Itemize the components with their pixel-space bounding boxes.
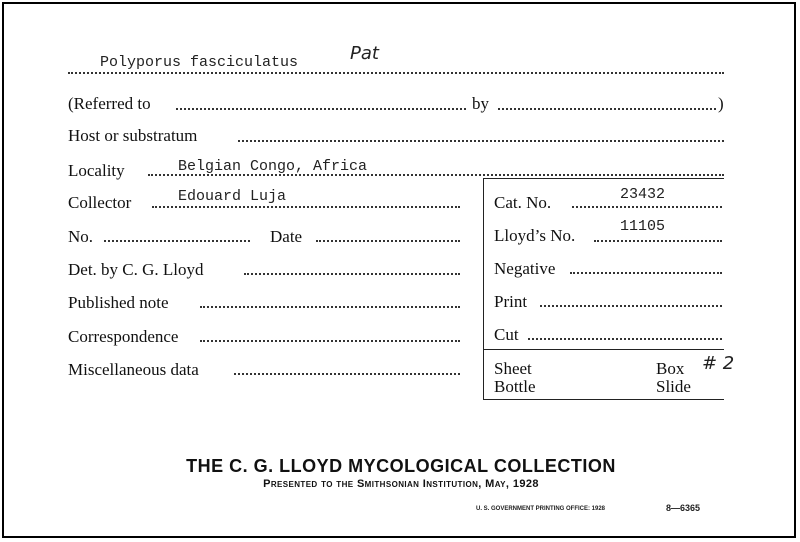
negative-line xyxy=(570,272,722,274)
specimen-card xyxy=(2,2,796,538)
form-code: 8—6365 xyxy=(666,503,701,513)
correspondence-label: Correspondence xyxy=(68,327,179,346)
no-label: No. xyxy=(68,227,94,246)
by-line xyxy=(498,108,716,110)
misc-label: Miscellaneous data xyxy=(68,360,199,379)
print-line xyxy=(540,305,722,307)
host-line xyxy=(238,140,724,142)
date-label: Date xyxy=(270,227,303,246)
bottle-label: Bottle xyxy=(494,377,536,396)
close-paren: ) xyxy=(718,94,724,113)
referred-to-label: (Referred to xyxy=(68,94,151,113)
date-line xyxy=(316,240,460,242)
cut-divider xyxy=(483,349,724,350)
slide-label: Slide xyxy=(656,377,691,396)
cut-line xyxy=(528,338,722,340)
negative-label: Negative xyxy=(494,259,556,278)
lloyds-no-value: 11105 xyxy=(620,218,666,235)
species-name: Polyporus fasciculatus xyxy=(100,54,299,71)
collection-subtitle: Presented to the Smithsonian Institution, May, 1928 xyxy=(263,478,539,490)
cat-no-line xyxy=(572,206,722,208)
no-line xyxy=(104,240,250,242)
collection-title: THE C. G. LLOYD MYCOLOGICAL COLLECTION xyxy=(186,456,616,476)
species-author: Pat xyxy=(350,43,379,64)
det-by-label: Det. by C. G. Lloyd xyxy=(68,260,204,279)
locality-line xyxy=(148,174,724,176)
lloyds-no-line xyxy=(594,240,722,242)
box-top-border xyxy=(483,178,724,179)
sheet-label: Sheet xyxy=(494,359,532,378)
correspondence-line xyxy=(200,340,460,342)
species-line xyxy=(68,72,724,74)
lloyds-no-label: Lloyd’s No. xyxy=(494,226,576,245)
box-bottom-border xyxy=(483,399,724,400)
box-label: Box xyxy=(656,359,685,378)
cut-label: Cut xyxy=(494,325,519,344)
box-left-border xyxy=(483,178,484,400)
host-label: Host or substratum xyxy=(68,126,198,145)
published-note-line xyxy=(200,306,460,308)
collector-label: Collector xyxy=(68,193,132,212)
by-label: by xyxy=(472,94,489,113)
collector-value: Edouard Luja xyxy=(178,188,287,205)
misc-line xyxy=(234,373,460,375)
box-value: # 2 xyxy=(702,353,735,374)
locality-label: Locality xyxy=(68,161,125,180)
cat-no-label: Cat. No. xyxy=(494,193,552,212)
printing-office-note: U. S. GOVERNMENT PRINTING OFFICE: 1928 xyxy=(476,506,606,512)
collector-line xyxy=(152,206,460,208)
published-note-label: Published note xyxy=(68,293,169,312)
referred-to-line xyxy=(176,108,466,110)
cat-no-value: 23432 xyxy=(620,186,666,203)
det-by-line xyxy=(244,273,460,275)
locality-value: Belgian Congo, Africa xyxy=(178,158,368,175)
print-label: Print xyxy=(494,292,528,311)
